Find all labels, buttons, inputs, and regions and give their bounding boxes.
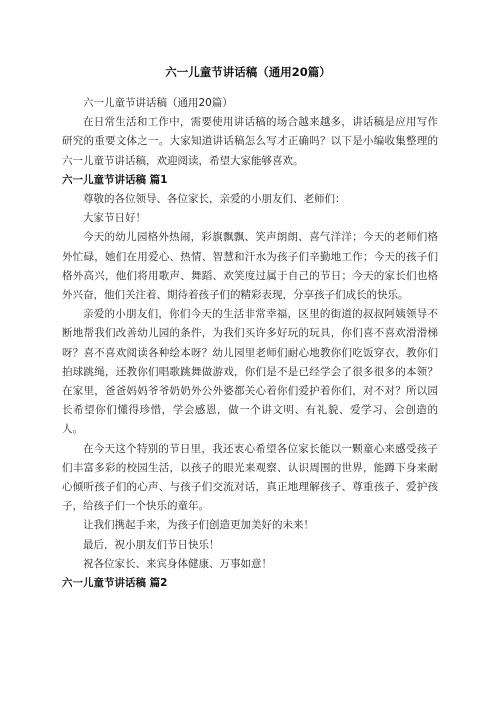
document-body xyxy=(62,94,438,593)
body-paragraph-5: 最后，祝小朋友们节日快乐！ xyxy=(83,538,220,551)
body-paragraph-6: 祝各位家长、来宾身体健康、万事如意！ xyxy=(83,557,272,570)
section-heading-1: 六一儿童节讲话稿 篇1 xyxy=(62,173,168,186)
greeting-paragraph: 尊敬的各位领导、各位家长，亲爱的小朋友们、老师们： xyxy=(83,193,346,206)
holiday-wish-paragraph: 大家节日好！ xyxy=(83,212,146,225)
body-paragraph-4: 让我们携起手来，为孩子们创造更加美好的未来！ xyxy=(83,519,314,532)
section-heading-2: 六一儿童节讲话稿 篇2 xyxy=(62,577,168,590)
document-title: 六一儿童节讲话稿（通用20篇） xyxy=(165,65,331,79)
body-paragraph-2: 亲爱的小朋友们，你们今天的生活非常幸福，区里的街道的叔叔阿姨领导不断地帮我们改善幼儿园的条件，为我们买许多好玩的玩具，你们喜不喜欢滑滑梯呀？喜不喜欢阅读各种绘本呀？幼儿园里老师们耐心地教你们吃饭穿衣，教你们拍球跳绳，还教你们唱歌跳舞做游戏，你们是不是已经学会了很多很多的本领？在家里，爸爸妈妈爷爷奶奶外公外婆都关心着你们爱护着你们，对不对？所以园长希望你们懂得珍惜，学会感恩，做一个讲文明、有礼貌、爱学习、会创造的人。 xyxy=(62,308,438,436)
body-paragraph-3: 在今天这个特别的节日里，我还衷心希望各位家长能以一颗童心来感受孩子们丰富多彩的校园生活，以孩子的眼光来观察、认识周围的世界，能蹲下身来耐心倾听孩子们的心声、与孩子们交流对话，真正地理解孩子、尊重孩子、爱护孩子，给孩子们一个快乐的童年。 xyxy=(62,442,438,513)
intro-heading: 六一儿童节讲话稿（通用20篇） xyxy=(83,97,233,109)
body-paragraph-1: 今天的幼儿园格外热闹，彩旗飘飘、笑声朗朗、喜气洋洋；今天的老师们格外忙碌，她们在用爱心、热情、智慧和汗水为孩子们辛勤地工作；今天的孩子们格外高兴，他们将用歌声、舞蹈、欢笑度过属于自己的节日；今天的家长们也格外兴奋，他们关注着、期待着孩子们的精彩表现，分享孩子们成长的快乐。 xyxy=(62,231,438,302)
intro-paragraph: 在日常生活和工作中，需要使用讲话稿的场合越来越多，讲话稿是应用写作研究的重要文体之一。大家知道讲话稿怎么写才正确吗？以下是小编收集整理的六一儿童节讲话稿，欢迎阅读，希望大家能够喜欢。 xyxy=(62,116,438,167)
